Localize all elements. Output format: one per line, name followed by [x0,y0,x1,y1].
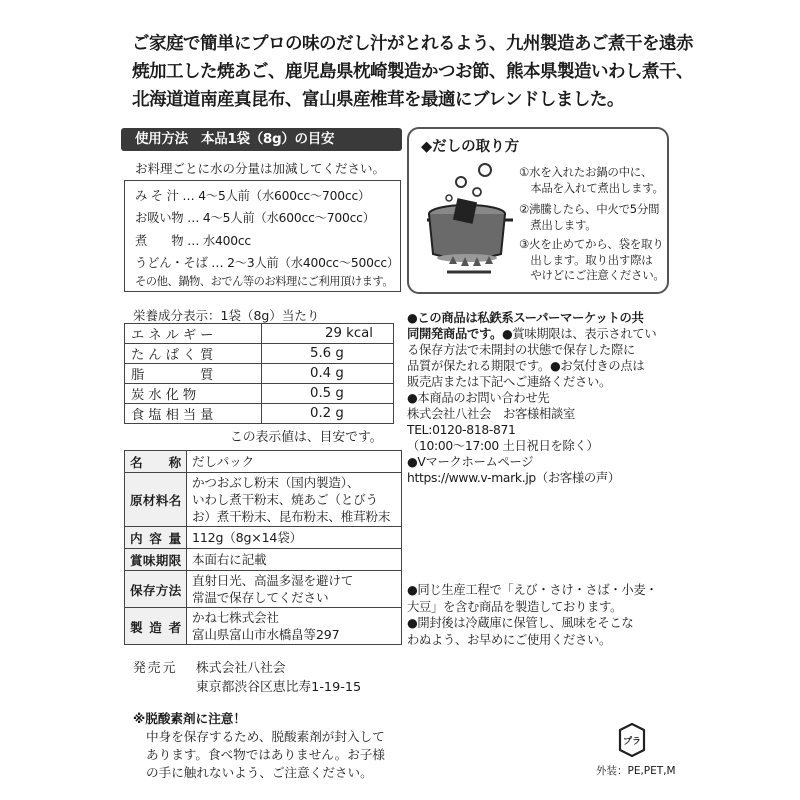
nutrition-value: 0.4 g [262,364,394,384]
product-spec-table [124,450,402,645]
table-row [125,527,402,549]
notes-line: ●本商品のお問い合わせ先 [407,391,550,405]
seller-address: 東京都渋谷区恵比寿1-19-15 [196,680,362,695]
pot-illustration-icon [427,162,515,280]
dashi-title: ◆だしの取り方 [421,139,520,155]
usage-row: その他、鍋物、おでん等のお料理にご利用頂けます。 [135,275,394,288]
spec-key: 保存方法 [125,571,187,608]
notes-phone: TEL:0120-818-871 [407,423,516,437]
svg-text:プラ: プラ [622,737,642,747]
dashi-step-3: ③火を止めてから、袋を取り 出します。取り出す際は やけどにご注意ください。 [519,237,665,282]
notes-line: る保存方法で未開封の状態で保存した際に [407,343,635,357]
notes-url: https://www.v-mark.jp（お客様の声） [407,471,620,485]
notes-line: 品質が保たれる期限です。●お気付きの点は [407,359,645,373]
nutrition-label: 炭水化物 [125,384,262,404]
table-row [125,344,394,364]
notes-line: 大豆」を含む商品を製造しております。 [407,599,622,614]
oxygen-absorber-warning [133,710,385,782]
nutrition-footnote: この表示値は、目安です。 [230,430,383,445]
notes-bold-line: ●この商品は私鉄系スーパーマーケットの共 [407,311,644,325]
allergen-notes [407,582,677,648]
intro-line: ご家庭で簡単にプロの味のだし汁がとれるよう、九州製造あご煮干を遠赤 [132,34,693,54]
warning-line: の手に触れないよう、ご注意ください。 [146,765,373,780]
table-row [125,608,402,645]
table-row [125,364,394,384]
notes-line: （10:00～17:00 土日祝日を除く） [407,439,599,453]
spec-value: 直射日光、高温多湿を避けて 常温で保存してください [187,571,402,608]
spec-key: 名 称 [125,451,187,473]
intro-line: 北海道道南産真昆布、富山県産椎茸を最適にブレンドしました。 [132,90,624,110]
nutrition-value: 5.6 g [262,344,394,364]
usage-box [124,180,401,292]
warning-line: あります。食べ物ではありません。お子様 [146,747,386,762]
spec-value: 本面右に記載 [187,549,402,571]
table-row [125,451,402,473]
usage-row: 煮 物 … 水400cc [135,234,251,248]
table-row [125,571,402,608]
nutrition-label: エネルギー [125,324,262,344]
spec-key: 製造者 [125,608,187,645]
nutrition-value: 0.5 g [262,384,394,404]
spec-value: かね七株式会社 富山県富山市水橋畠等297 [187,608,402,645]
material-label: 外装：PE,PET,M [596,765,676,777]
usage-row: うどん・そば … 2～3人前（水400cc～500cc） [135,256,400,270]
seller-key: 発売元 [133,661,178,676]
usage-row: み そ 汁 … 4～5人前（水600cc～700cc） [135,189,371,203]
table-row [125,384,394,404]
nutrition-title: 栄養成分表示：1袋（8g）当たり [133,308,320,323]
notes-line: 株式会社八社会 お客様相談室 [407,407,575,421]
spec-value: だしパック [187,451,402,473]
table-row [125,549,402,571]
table-row [125,324,394,344]
dashi-step-1: ①水を入れたお鍋の中に、 本品を入れて煮出します。 [519,165,664,195]
notes-line: 同開発商品です。●賞味期限は、表示されてい [407,327,657,341]
dashi-instructions-box [407,127,669,294]
nutrition-value: 0.2 g [262,404,394,424]
nutrition-value: 29 kcal [262,324,394,344]
spec-key: 賞味期限 [125,549,187,571]
notes-line: ●開封後は冷蔵庫に保管し、風味をそこな [407,616,634,630]
intro-line: 焼加工した焼あご、鹿児島県枕崎製造かつお節、熊本県製造いわし煮干、 [132,62,693,82]
spec-key: 内容量 [125,527,187,549]
spec-value: かつおぶし粉末（国内製造）、 いわし煮干粉末、焼あご（とびう お）煮干粉末、昆布粉末、椎茸粉末 [187,473,402,527]
notes-line: 販売店または下記へご連絡ください。 [407,375,611,389]
nutrition-label: 脂 質 [125,364,262,384]
table-row [125,473,402,527]
nutrition-table [124,323,394,424]
notes-line: わぬよう、お早めにご使用ください。 [407,632,611,647]
nutrition-label: 食塩相当量 [125,404,262,424]
plastic-recycle-icon [617,722,647,758]
notes-line: ●Vマークホームページ [407,455,534,469]
nutrition-label: たんぱく質 [125,344,262,364]
table-row [125,404,394,424]
product-notes [407,310,677,486]
notes-line: ●同じ生産工程で「えび・さけ・さば・小麦・ [407,583,658,597]
seller-name: 株式会社八社会 [196,661,286,676]
warning-line: 中身を保存するため、脱酸素剤が封入して [146,729,385,744]
intro-text [132,30,692,114]
dashi-step-2: ②沸騰したら、中火で5分間 煮出します。 [519,202,660,232]
usage-note: お料理ごとに水の分量は加減してください。 [135,161,386,176]
usage-row: お吸い物 … 4～5人前（水600cc～700cc） [135,211,375,225]
warning-title: ※脱酸素剤に注意！ [133,711,246,726]
spec-key: 原材料名 [125,473,187,527]
spec-value: 112g（8g×14袋） [187,527,402,549]
usage-heading: 使用方法 本品1袋（8g）の目安 [121,128,402,151]
